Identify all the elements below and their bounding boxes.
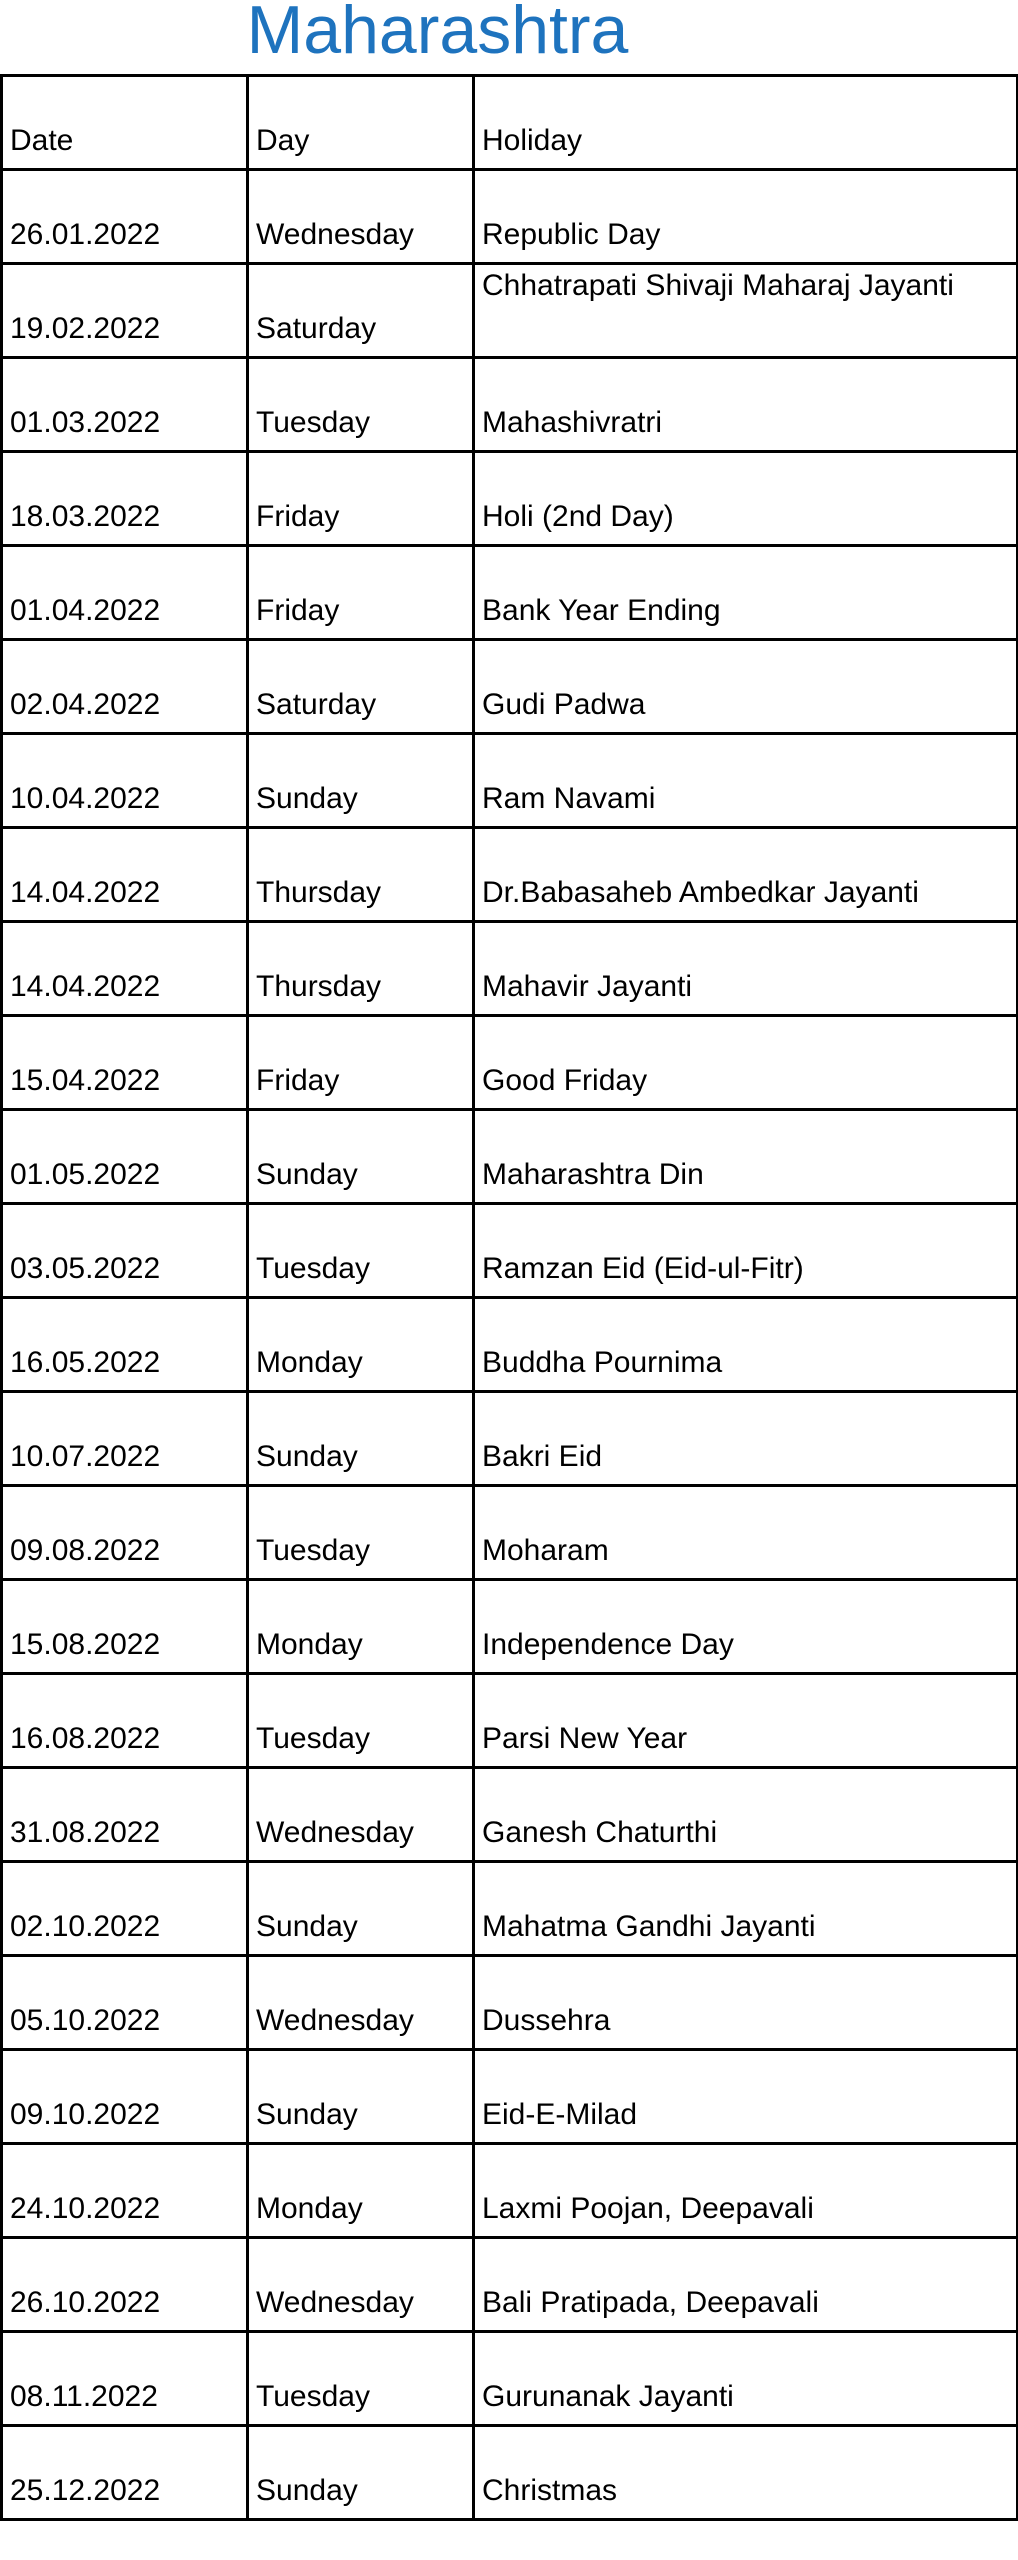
cell-date bbox=[2, 1486, 248, 1580]
day-value: Tuesday bbox=[256, 1534, 370, 1567]
holiday-value: Laxmi Poojan, Deepavali bbox=[482, 2192, 814, 2225]
cell-day bbox=[248, 264, 474, 358]
holiday-value: Bank Year Ending bbox=[482, 594, 721, 627]
table-row bbox=[2, 1486, 1018, 1580]
holiday-value: Gurunanak Jayanti bbox=[482, 2380, 734, 2413]
holiday-value: Gudi Padwa bbox=[482, 688, 646, 721]
cell-day bbox=[248, 546, 474, 640]
holiday-value: Republic Day bbox=[482, 218, 661, 251]
holiday-value: Bakri Eid bbox=[482, 1440, 603, 1473]
cell-date bbox=[2, 2050, 248, 2144]
cell-holiday bbox=[474, 1768, 1018, 1862]
cell-date bbox=[2, 1580, 248, 1674]
date-value: 05.10.2022 bbox=[10, 2004, 161, 2037]
holiday-value: Maharashtra Din bbox=[482, 1158, 704, 1191]
holiday-value: Independence Day bbox=[482, 1628, 734, 1661]
day-value: Monday bbox=[256, 1628, 363, 1661]
cell-day bbox=[248, 1110, 474, 1204]
date-value: 31.08.2022 bbox=[10, 1816, 161, 1849]
cell-day bbox=[248, 734, 474, 828]
day-value: Saturday bbox=[256, 688, 377, 721]
day-value: Sunday bbox=[256, 1158, 358, 1191]
header-date-label: Date bbox=[10, 124, 74, 157]
cell-holiday bbox=[474, 1016, 1018, 1110]
cell-date bbox=[2, 922, 248, 1016]
holiday-value: Mahavir Jayanti bbox=[482, 970, 693, 1003]
day-value: Sunday bbox=[256, 1440, 358, 1473]
date-value: 08.11.2022 bbox=[10, 2380, 158, 2413]
table-row bbox=[2, 2332, 1018, 2426]
cell-day bbox=[248, 452, 474, 546]
cell-day bbox=[248, 170, 474, 264]
cell-day bbox=[248, 1674, 474, 1768]
table-row bbox=[2, 2144, 1018, 2238]
holiday-value: Christmas bbox=[482, 2474, 618, 2507]
day-value: Thursday bbox=[256, 876, 382, 909]
cell-holiday bbox=[474, 922, 1018, 1016]
table-row bbox=[2, 170, 1018, 264]
date-value: 26.01.2022 bbox=[10, 218, 161, 251]
cell-date bbox=[2, 734, 248, 828]
date-value: 24.10.2022 bbox=[10, 2192, 161, 2225]
holiday-value: Mahashivratri bbox=[482, 406, 663, 439]
table-row bbox=[2, 358, 1018, 452]
day-value: Saturday bbox=[256, 312, 377, 345]
date-value: 25.12.2022 bbox=[10, 2474, 161, 2507]
date-value: 16.08.2022 bbox=[10, 1722, 161, 1755]
page-title: Maharashtra bbox=[246, 0, 629, 68]
date-value: 01.03.2022 bbox=[10, 406, 161, 439]
day-value: Thursday bbox=[256, 970, 382, 1003]
cell-holiday bbox=[474, 1204, 1018, 1298]
day-value: Tuesday bbox=[256, 1722, 370, 1755]
table-row bbox=[2, 1862, 1018, 1956]
cell-day bbox=[248, 640, 474, 734]
holiday-value: Chhatrapati Shivaji Maharaj Jayanti bbox=[482, 269, 954, 302]
holiday-table-body bbox=[2, 76, 1018, 2520]
holiday-value: Holi (2nd Day) bbox=[482, 500, 674, 533]
holiday-value: Good Friday bbox=[482, 1064, 648, 1097]
header-cell-day bbox=[248, 76, 474, 170]
cell-holiday bbox=[474, 1674, 1018, 1768]
cell-day bbox=[248, 922, 474, 1016]
table-row bbox=[2, 922, 1018, 1016]
holiday-value: Dussehra bbox=[482, 2004, 611, 2037]
day-value: Tuesday bbox=[256, 1252, 370, 1285]
cell-date bbox=[2, 828, 248, 922]
date-value: 15.08.2022 bbox=[10, 1628, 161, 1661]
cell-holiday bbox=[474, 170, 1018, 264]
cell-holiday bbox=[474, 2426, 1018, 2520]
cell-date bbox=[2, 170, 248, 264]
holiday-value: Eid-E-Milad bbox=[482, 2098, 638, 2131]
table-row bbox=[2, 264, 1018, 358]
table-row bbox=[2, 1298, 1018, 1392]
holiday-value: Moharam bbox=[482, 1534, 609, 1567]
cell-day bbox=[248, 1862, 474, 1956]
day-value: Friday bbox=[256, 500, 340, 533]
cell-holiday bbox=[474, 2144, 1018, 2238]
day-value: Tuesday bbox=[256, 406, 370, 439]
cell-day bbox=[248, 1392, 474, 1486]
cell-holiday bbox=[474, 1392, 1018, 1486]
table-row bbox=[2, 1580, 1018, 1674]
cell-date bbox=[2, 640, 248, 734]
cell-date bbox=[2, 2238, 248, 2332]
table-row bbox=[2, 1768, 1018, 1862]
cell-date bbox=[2, 1392, 248, 1486]
cell-day bbox=[248, 2426, 474, 2520]
cell-day bbox=[248, 1016, 474, 1110]
holiday-value: Ganesh Chaturthi bbox=[482, 1816, 718, 1849]
cell-date bbox=[2, 452, 248, 546]
day-value: Sunday bbox=[256, 2098, 358, 2131]
cell-date bbox=[2, 1768, 248, 1862]
cell-holiday bbox=[474, 2332, 1018, 2426]
cell-date bbox=[2, 1298, 248, 1392]
cell-date bbox=[2, 2426, 248, 2520]
cell-holiday bbox=[474, 828, 1018, 922]
holiday-value: Parsi New Year bbox=[482, 1722, 688, 1755]
day-value: Friday bbox=[256, 1064, 340, 1097]
cell-holiday bbox=[474, 1580, 1018, 1674]
cell-date bbox=[2, 358, 248, 452]
date-value: 03.05.2022 bbox=[10, 1252, 161, 1285]
cell-holiday bbox=[474, 1862, 1018, 1956]
day-value: Tuesday bbox=[256, 2380, 370, 2413]
date-value: 18.03.2022 bbox=[10, 500, 161, 533]
holiday-value: Ram Navami bbox=[482, 782, 656, 815]
day-value: Wednesday bbox=[256, 2286, 414, 2319]
date-value: 16.05.2022 bbox=[10, 1346, 161, 1379]
cell-day bbox=[248, 1580, 474, 1674]
holiday-value: Ramzan Eid (Eid-ul-Fitr) bbox=[482, 1252, 804, 1285]
header-cell-date bbox=[2, 76, 248, 170]
cell-holiday bbox=[474, 2050, 1018, 2144]
header-holiday-label: Holiday bbox=[482, 124, 583, 157]
date-value: 15.04.2022 bbox=[10, 1064, 161, 1097]
cell-date bbox=[2, 2332, 248, 2426]
date-value: 02.04.2022 bbox=[10, 688, 161, 721]
day-value: Sunday bbox=[256, 2474, 358, 2507]
table-row bbox=[2, 1674, 1018, 1768]
date-value: 14.04.2022 bbox=[10, 876, 161, 909]
cell-date bbox=[2, 546, 248, 640]
date-value: 09.08.2022 bbox=[10, 1534, 161, 1567]
cell-holiday bbox=[474, 452, 1018, 546]
day-value: Monday bbox=[256, 1346, 363, 1379]
cell-day bbox=[248, 1298, 474, 1392]
cell-day bbox=[248, 358, 474, 452]
cell-holiday bbox=[474, 1298, 1018, 1392]
table-row bbox=[2, 452, 1018, 546]
table-row bbox=[2, 2050, 1018, 2144]
date-value: 01.05.2022 bbox=[10, 1158, 161, 1191]
cell-date bbox=[2, 1862, 248, 1956]
cell-holiday bbox=[474, 1956, 1018, 2050]
holiday-value: Bali Pratipada, Deepavali bbox=[482, 2286, 819, 2319]
holiday-value: Dr.Babasaheb Ambedkar Jayanti bbox=[482, 876, 919, 909]
date-value: 02.10.2022 bbox=[10, 1910, 161, 1943]
date-value: 09.10.2022 bbox=[10, 2098, 161, 2131]
cell-day bbox=[248, 828, 474, 922]
cell-holiday bbox=[474, 2238, 1018, 2332]
holiday-table bbox=[0, 74, 1018, 2521]
day-value: Sunday bbox=[256, 782, 358, 815]
table-row bbox=[2, 2426, 1018, 2520]
cell-day bbox=[248, 1956, 474, 2050]
cell-day bbox=[248, 2050, 474, 2144]
table-header-row bbox=[2, 76, 1018, 170]
cell-date bbox=[2, 1956, 248, 2050]
day-value: Wednesday bbox=[256, 218, 414, 251]
cell-holiday bbox=[474, 358, 1018, 452]
table-row bbox=[2, 1204, 1018, 1298]
date-value: 26.10.2022 bbox=[10, 2286, 161, 2319]
header-cell-holiday bbox=[474, 76, 1018, 170]
cell-date bbox=[2, 1204, 248, 1298]
day-value: Wednesday bbox=[256, 1816, 414, 1849]
table-row bbox=[2, 828, 1018, 922]
table-row bbox=[2, 546, 1018, 640]
date-value: 10.04.2022 bbox=[10, 782, 161, 815]
table-row bbox=[2, 1956, 1018, 2050]
day-value: Wednesday bbox=[256, 2004, 414, 2037]
header-day-label: Day bbox=[256, 124, 310, 157]
cell-day bbox=[248, 2144, 474, 2238]
table-row bbox=[2, 1392, 1018, 1486]
day-value: Monday bbox=[256, 2192, 363, 2225]
cell-holiday bbox=[474, 264, 1018, 358]
date-value: 10.07.2022 bbox=[10, 1440, 161, 1473]
cell-day bbox=[248, 1204, 474, 1298]
table-row bbox=[2, 2238, 1018, 2332]
cell-day bbox=[248, 2238, 474, 2332]
cell-day bbox=[248, 1768, 474, 1862]
cell-day bbox=[248, 1486, 474, 1580]
date-value: 14.04.2022 bbox=[10, 970, 161, 1003]
table-row bbox=[2, 1110, 1018, 1204]
cell-date bbox=[2, 2144, 248, 2238]
cell-day bbox=[248, 2332, 474, 2426]
date-value: 19.02.2022 bbox=[10, 312, 161, 345]
day-value: Sunday bbox=[256, 1910, 358, 1943]
cell-date bbox=[2, 1016, 248, 1110]
cell-holiday bbox=[474, 734, 1018, 828]
date-value: 01.04.2022 bbox=[10, 594, 161, 627]
holiday-value: Buddha Pournima bbox=[482, 1346, 723, 1379]
table-row bbox=[2, 734, 1018, 828]
cell-date bbox=[2, 264, 248, 358]
cell-date bbox=[2, 1110, 248, 1204]
cell-date bbox=[2, 1674, 248, 1768]
holiday-value: Mahatma Gandhi Jayanti bbox=[482, 1910, 816, 1943]
cell-holiday bbox=[474, 546, 1018, 640]
table-row bbox=[2, 640, 1018, 734]
day-value: Friday bbox=[256, 594, 340, 627]
cell-holiday bbox=[474, 1486, 1018, 1580]
table-row bbox=[2, 1016, 1018, 1110]
cell-holiday bbox=[474, 1110, 1018, 1204]
cell-holiday bbox=[474, 640, 1018, 734]
